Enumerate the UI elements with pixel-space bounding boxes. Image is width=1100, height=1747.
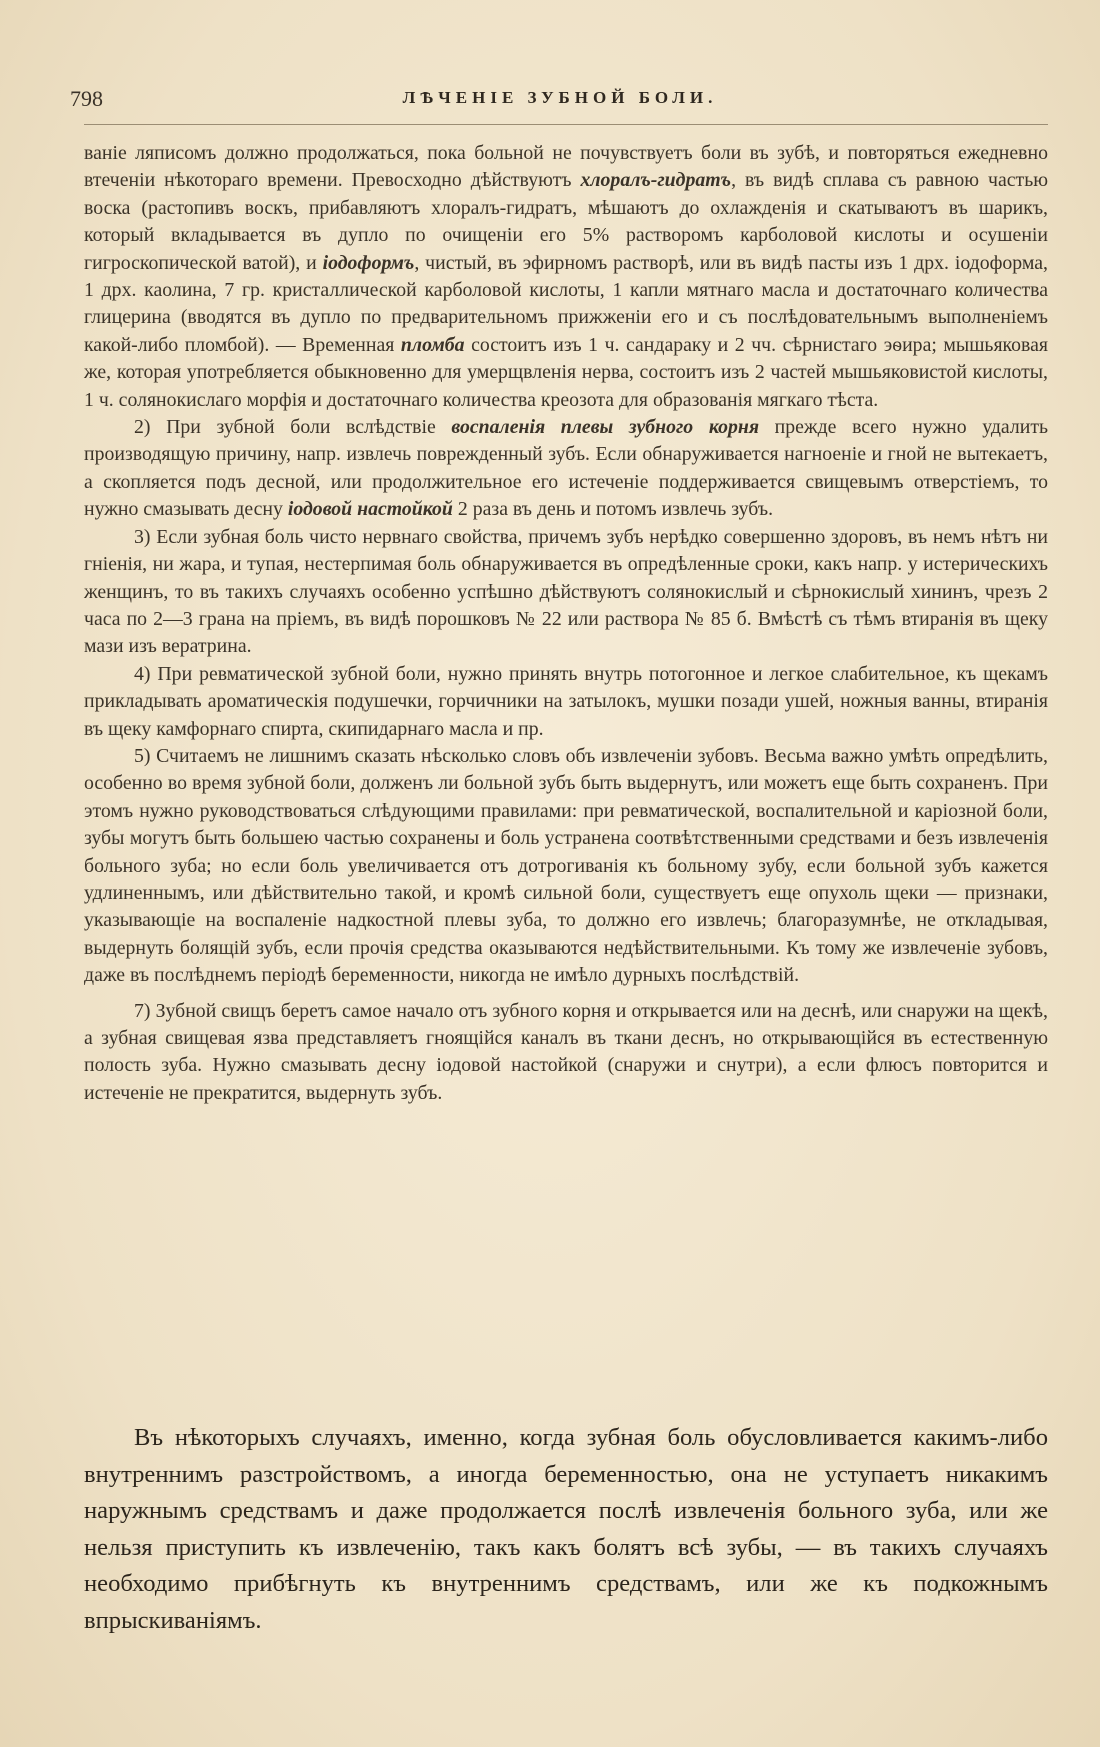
paragraph-2: 2) При зубной боли вслѣдствіе воспаленія плевы зубного корня прежде всего нужно удалить производящую причину, напр. извлечь поврежденный зубъ. Если обнаруживается нагноеніе и гной не вытекаетъ, а скопляется подъ десной, или продолжительное его истеченіе поддерживается свищевымъ отверстіемъ, то нужно смазывать десну іодовой настойкой 2 раза въ день и потомъ извлечь зубъ.	[84, 416, 1048, 521]
running-title: ЛѢЧЕНІЕ ЗУБНОЙ БОЛИ.	[402, 88, 718, 107]
term-iodine-tincture: іодовой настойкой	[287, 498, 453, 521]
paragraph-5: 5) Считаемъ не лишнимъ сказать нѣсколько словъ объ извлеченіи зубовъ. Весьма важно умѣть опредѣлить, особенно во время зубной боли, долженъ ли больной зубъ быть выдернутъ, или можетъ еще быть сохраненъ. При этомъ нужно руководствоваться слѣдующими правилами: при ревматической, воспалительной и каріозной боли, зубы могутъ быть большею частью сохранены и боль устранена соотвѣтственными средствами и безъ извлеченія больного зуба; но если боль увеличивается отъ дотрогиванія къ больному зубу, если больной зубъ кажется удлиненнымъ, или дѣйствительно такой, и кромѣ сильной боли, существуетъ еще опухоль щеки — признаки, указывающіе на воспаленіе надкостной плевы зуба, то должно его извлечь; благоразумнѣе, не откладывая, выдернуть болящій зубъ, если прочія средства оказываются недѣйствительными. Къ тому же извлеченіе зубовъ, даже въ послѣднемъ періодѣ беременности, никогда не имѣло дурныхъ послѣдствій.	[84, 744, 1048, 987]
paragraph-1: ваніе ляписомъ должно продолжаться, пока больной не почувствуетъ боли въ зубѣ, и повторяться ежедневно втеченіи нѣкотораго времени. Превосходно дѣйствуютъ хлоралъ-гидратъ, въ видѣ сплава съ равною частью воска (растопивъ воскъ, прибавляютъ хлоралъ-гидратъ, мѣшаютъ до охлажденія и скатываютъ въ шарикъ, который вкладывается въ дупло по очищеніи его 5% растворомъ карболовой кислоты и осушеніи гигроскопической ватой), и іодоформъ, чистый, въ эфирномъ растворѣ, или въ видѣ пасты изъ 1 дрх. іодоформа, 1 дрх. каолина, 7 гр. кристаллической карболовой кислоты, 1 капли мятнаго масла и достаточнаго количества глицерина (вводятся въ дупло по предварительномъ прижженіи его и съ послѣдовательнымъ выполненіемъ какой-либо пломбой). — Временная пломба состоитъ изъ 1 ч. сандараку и 2 чч. сѣрнистаго эѳира; мышьяковая же, которая употребляется обыкновенно для умерщвленія нерва, состоитъ изъ 2 частей мышьяковистой кислоты, 1 ч. солянокислаго морфія и достаточнаго количества креозота для образованія мягкаго тѣста.	[84, 142, 1049, 411]
term-iodoform: іодоформъ	[322, 251, 415, 274]
paragraph-7: 7) Зубной свищъ беретъ самое начало отъ зубного корня и открывается или на деснѣ, или снаружи на щекѣ, а зубная свищевая язва представляетъ гноящійся каналъ въ ткани деснъ, но открывающійся въ естественную полость зуба. Нужно смазывать десну іодовой настойкой (снаружи и снутри), а если флюсъ повторится и истеченіе не прекратится, выдернуть зубъ.	[84, 999, 1048, 1104]
final-paragraph: Въ нѣкоторыхъ случаяхъ, именно, когда зубная боль обусловливается какимъ-либо внутреннимъ разстройствомъ, а иногда беременностью, она не уступаетъ никакимъ наружнымъ средствамъ и даже продолжается послѣ извлеченія больного зуба, или же нельзя приступить къ извлеченію, такъ какъ болятъ всѣ зубы, — въ такихъ случаяхъ необходимо прибѣгнуть къ внутреннимъ средствамъ, или же къ подкожнымъ впрыскиваніямъ.	[84, 1424, 1048, 1634]
body-text	[84, 140, 1048, 1107]
header-rule	[84, 124, 1048, 125]
term-root-inflammation: воспаленія плевы зубного корня	[451, 416, 760, 439]
page-header	[70, 82, 1050, 118]
page-number: 798	[70, 86, 103, 111]
term-filling: пломба	[400, 333, 465, 356]
paragraph-4: 4) При ревматической зубной боли, нужно принять внутрь потогонное и легкое слабительное, къ щекамъ прикладывать ароматическія подушечки, горчичники на затылокъ, мушки позади ушей, ножныя ванны, втиранія въ щеку камфорнаго спирта, скипидарнаго масла и пр.	[84, 662, 1048, 740]
paragraph-3: 3) Если зубная боль чисто нервнаго свойства, причемъ зубъ нерѣдко совершенно здоровъ, въ немъ нѣтъ ни гніенія, ни жара, и тупая, нестерпимая боль обнаруживается въ опредѣленные сроки, какъ напр. у истерическихъ женщинъ, то въ такихъ случаяхъ особенно успѣшно дѣйствуютъ солянокислый и сѣрнокислый хининъ, чрезъ 2 часа по 2—3 грана на пріемъ, въ видѣ порошковъ № 22 или раствора № 85 б. Вмѣстѣ съ тѣмъ втиранія въ щеку мази изъ вератрина.	[84, 525, 1048, 658]
term-chloral-hydrate: хлоралъ-гидратъ	[580, 169, 732, 192]
